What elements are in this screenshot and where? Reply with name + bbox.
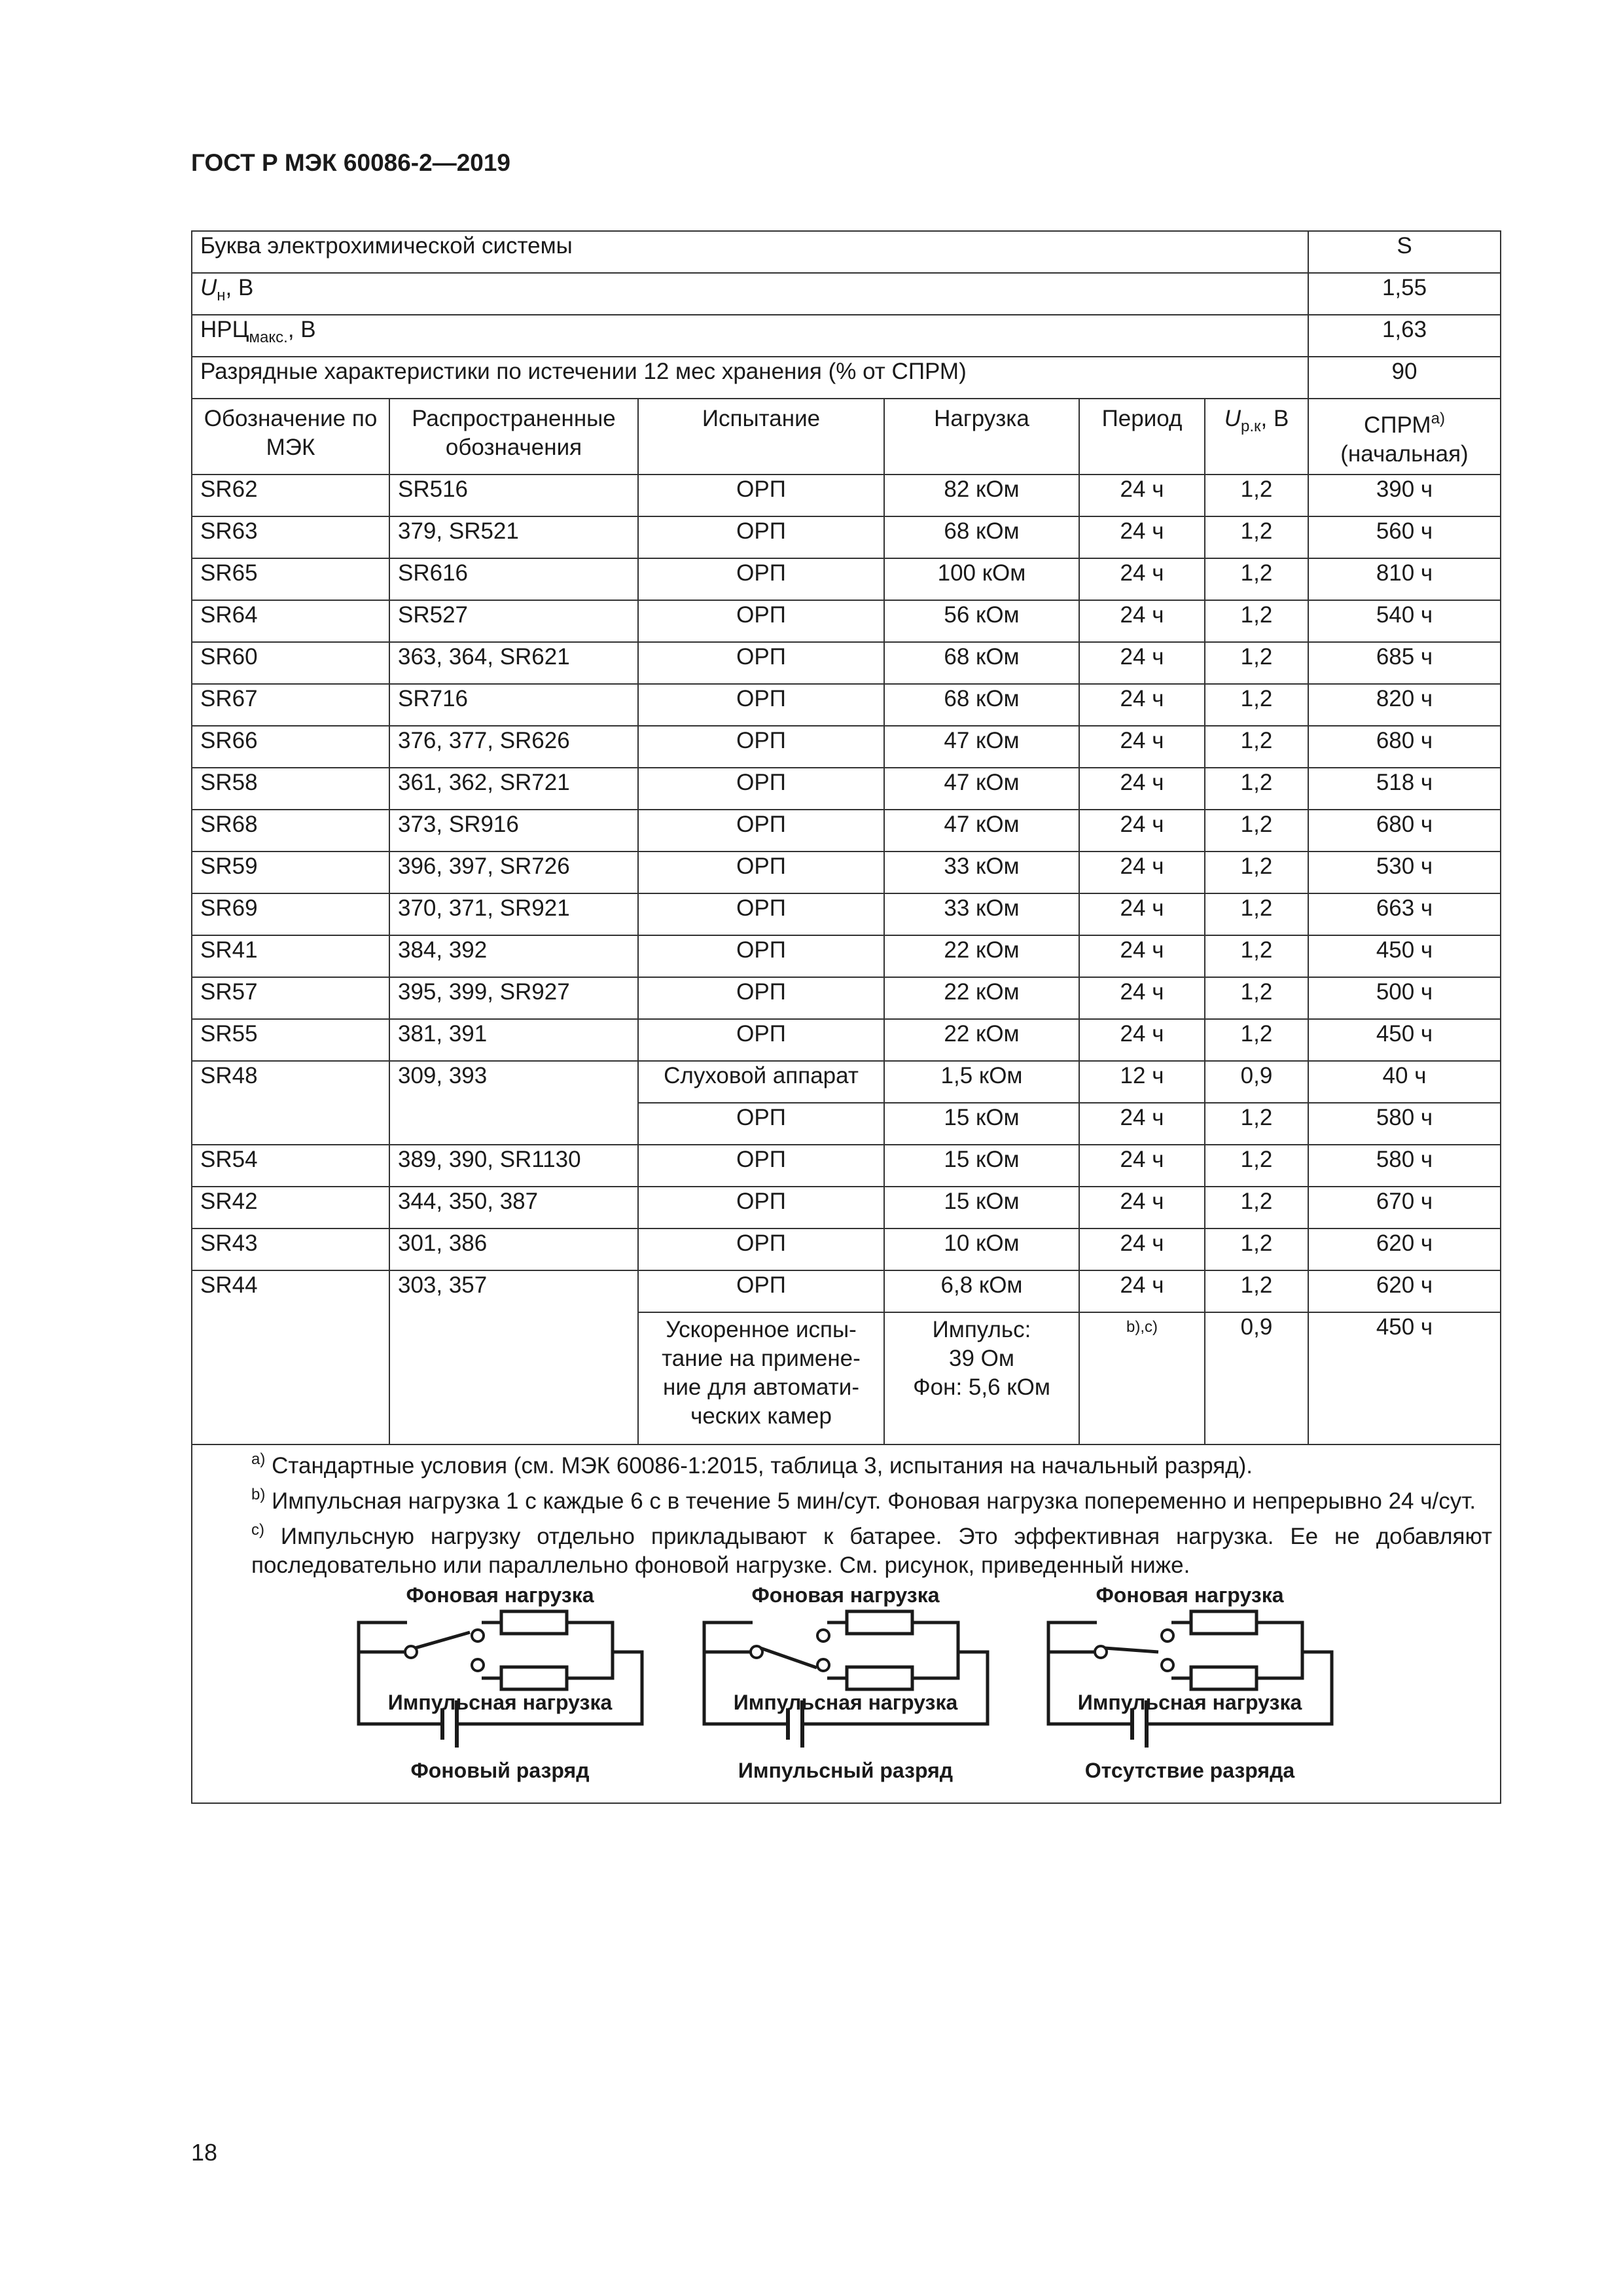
cell-msd: 820 ч xyxy=(1308,684,1501,726)
cell-load: 15 кОм xyxy=(884,1103,1079,1145)
cell-iec: SR42 xyxy=(192,1187,389,1229)
cell-common: 376, 377, SR626 xyxy=(389,726,638,768)
notes-row xyxy=(192,1444,1501,1803)
table-row xyxy=(192,726,1501,768)
notes-cell xyxy=(192,1444,1501,1803)
header-period: Период xyxy=(1079,399,1205,475)
cell-period: 24 ч xyxy=(1079,1187,1205,1229)
max-ocv-row xyxy=(192,315,1501,357)
cell-msd: 450 ч xyxy=(1308,1019,1501,1061)
cell-msd: 500 ч xyxy=(1308,977,1501,1019)
cell-load: 10 кОм xyxy=(884,1229,1079,1270)
cell-load: 47 кОм xyxy=(884,726,1079,768)
cell-iec: SR62 xyxy=(192,475,389,516)
cell-msd: 663 ч xyxy=(1308,893,1501,935)
table-row xyxy=(192,977,1501,1019)
resistor-icon xyxy=(1191,1667,1257,1689)
cell-test: ОРП xyxy=(638,600,884,642)
cell-period: 24 ч xyxy=(1079,726,1205,768)
nominal-voltage-value: 1,55 xyxy=(1308,273,1501,315)
table-row xyxy=(192,893,1501,935)
cell-load: 22 кОм xyxy=(884,1019,1079,1061)
cell-msd: 620 ч xyxy=(1308,1229,1501,1270)
switch-blade-icon xyxy=(1105,1648,1158,1652)
cell-common: 396, 397, SR726 xyxy=(389,852,638,893)
cell-msd: 580 ч xyxy=(1308,1145,1501,1187)
cell-common: 301, 386 xyxy=(389,1229,638,1270)
cell-msd: 540 ч xyxy=(1308,600,1501,642)
cell-cutoff: 1,2 xyxy=(1205,852,1308,893)
cell-load: 68 кОм xyxy=(884,684,1079,726)
cell-common: SR616 xyxy=(389,558,638,600)
cell-period: 24 ч xyxy=(1079,1229,1205,1270)
cell-cutoff: 1,2 xyxy=(1205,684,1308,726)
resistor-icon xyxy=(1191,1611,1257,1634)
diagram-label-top: Фоновая нагрузка xyxy=(751,1583,940,1607)
cell-load: 1,5 кОм xyxy=(884,1061,1079,1103)
cell-period: 24 ч xyxy=(1079,852,1205,893)
header-msd: СПРМ$^{a)}$ (начальная) xyxy=(1308,399,1501,475)
cell-iec: SR68 xyxy=(192,810,389,852)
cell-test: ОРП xyxy=(638,558,884,600)
cell-common: 363, 364, SR621 xyxy=(389,642,638,684)
diagram-label-middle: Импульсная нагрузка xyxy=(1077,1691,1302,1714)
table-row xyxy=(192,600,1501,642)
cell-common: 381, 391 xyxy=(389,1019,638,1061)
table-row xyxy=(192,1061,1501,1103)
test-line: ческих камер xyxy=(690,1403,832,1429)
cell-msd: 390 ч xyxy=(1308,475,1501,516)
cell-iec: SR64 xyxy=(192,600,389,642)
diagram-label-bottom: Отсутствие разряда xyxy=(1084,1759,1295,1782)
cell-test: ОРП xyxy=(638,642,884,684)
cell-common: SR516 xyxy=(389,475,638,516)
cell-test: ОРП xyxy=(638,852,884,893)
cell-period: 24 ч xyxy=(1079,684,1205,726)
nominal-voltage-label: $U_н$, В xyxy=(192,273,1308,315)
cell-msd: 810 ч xyxy=(1308,558,1501,600)
cell-test: ОРП xyxy=(638,935,884,977)
diagram-label-bottom: Фоновый разряд xyxy=(410,1759,590,1782)
system-letter-row xyxy=(192,231,1501,273)
switch-contact-icon xyxy=(472,1659,484,1671)
cell-test: ОРП xyxy=(638,1103,884,1145)
cell-cutoff: 0,9 xyxy=(1205,1312,1308,1444)
cell-iec: SR66 xyxy=(192,726,389,768)
cell-cutoff: 1,2 xyxy=(1205,475,1308,516)
cell-common: 384, 392 xyxy=(389,935,638,977)
cell-common: 361, 362, SR721 xyxy=(389,768,638,810)
max-ocv-label: $НРЦ_{макс.}$, В xyxy=(192,315,1308,357)
table-row xyxy=(192,810,1501,852)
cell-common: SR527 xyxy=(389,600,638,642)
diagram-label-bottom: Импульсный разряд xyxy=(738,1759,954,1782)
switch-blade-icon xyxy=(415,1632,470,1648)
cell-test: ОРП xyxy=(638,1187,884,1229)
cell-common: 303, 357 xyxy=(389,1270,638,1444)
wire xyxy=(912,1623,958,1678)
cell-test xyxy=(638,1312,884,1444)
cell-test: ОРП xyxy=(638,475,884,516)
cell-load: 22 кОм xyxy=(884,935,1079,977)
battery-spec-table xyxy=(191,230,1501,1804)
cell-period: 24 ч xyxy=(1079,1145,1205,1187)
resistor-icon xyxy=(847,1611,912,1634)
table-row xyxy=(192,1229,1501,1270)
cell-msd: 530 ч xyxy=(1308,852,1501,893)
storage-label: Разрядные характеристики по истечении 12 мес хранения (% от СПРМ) xyxy=(192,357,1308,399)
cell-common: SR716 xyxy=(389,684,638,726)
wire xyxy=(567,1623,613,1678)
load-line: Фон: 5,6 кОм xyxy=(913,1374,1050,1400)
cell-msd: 620 ч xyxy=(1308,1270,1501,1312)
cell-common: 373, SR916 xyxy=(389,810,638,852)
cell-load: 68 кОм xyxy=(884,516,1079,558)
cell-iec: SR54 xyxy=(192,1145,389,1187)
cell-cutoff: 1,2 xyxy=(1205,893,1308,935)
switch-contact-icon xyxy=(472,1630,484,1641)
table-row xyxy=(192,475,1501,516)
switch-contact-icon xyxy=(1162,1659,1173,1671)
diagram-label-middle: Импульсная нагрузка xyxy=(733,1691,958,1714)
nominal-voltage-row xyxy=(192,273,1501,315)
header-load: Нагрузка xyxy=(884,399,1079,475)
cell-iec: SR48 xyxy=(192,1061,389,1145)
test-line: ние для автомати- xyxy=(663,1374,859,1400)
table-row xyxy=(192,935,1501,977)
cell-test: ОРП xyxy=(638,810,884,852)
cell-iec: SR44 xyxy=(192,1270,389,1444)
diagram-label-middle: Импульсная нагрузка xyxy=(387,1691,613,1714)
switch-contact-icon xyxy=(817,1630,829,1641)
cell-iec: SR60 xyxy=(192,642,389,684)
note-a: $^{a)}$ Стандартные условия (см. МЭК 60086-1:2015, таблица 3, испытания на начальный разряд). xyxy=(251,1450,1253,1479)
cell-period xyxy=(1079,1312,1205,1444)
cell-test: ОРП xyxy=(638,1270,884,1312)
table-row xyxy=(192,1019,1501,1061)
header-common: Распространенные обозначения xyxy=(389,399,638,475)
max-ocv-value: 1,63 xyxy=(1308,315,1501,357)
header-row xyxy=(192,399,1501,475)
cell-cutoff: 0,9 xyxy=(1205,1061,1308,1103)
cell-test: Слуховой аппарат xyxy=(638,1061,884,1103)
cell-iec: SR59 xyxy=(192,852,389,893)
cell-cutoff: 1,2 xyxy=(1205,810,1308,852)
table-row xyxy=(192,1187,1501,1229)
diagram-label-top: Фоновая нагрузка xyxy=(406,1583,594,1607)
cell-common: 395, 399, SR927 xyxy=(389,977,638,1019)
cell-iec: SR65 xyxy=(192,558,389,600)
table-row xyxy=(192,642,1501,684)
cell-iec: SR67 xyxy=(192,684,389,726)
cell-msd: 450 ч xyxy=(1308,1312,1501,1444)
cell-msd: 560 ч xyxy=(1308,516,1501,558)
cell-period: 24 ч xyxy=(1079,516,1205,558)
cell-test: ОРП xyxy=(638,1019,884,1061)
note-c: $^{c)}$ Импульсную нагрузку отдельно прикладывают к батарее. Это эффективная нагрузка. Ее не добавляют последовательно или параллельно фоновой нагрузке. См. рисунок, приведенный ниже. xyxy=(251,1521,1492,1578)
cell-load: 100 кОм xyxy=(884,558,1079,600)
cell-period: 24 ч xyxy=(1079,475,1205,516)
cell-test: ОРП xyxy=(638,684,884,726)
cell-common: 389, 390, SR1130 xyxy=(389,1145,638,1187)
cell-test: ОРП xyxy=(638,1229,884,1270)
load-line: 39 Ом xyxy=(949,1346,1014,1371)
switch-blade-icon xyxy=(760,1648,817,1668)
switch-contact-icon xyxy=(1162,1630,1173,1641)
storage-row xyxy=(192,357,1501,399)
cell-period: 24 ч xyxy=(1079,768,1205,810)
cell-msd: 680 ч xyxy=(1308,726,1501,768)
test-line: тание на примене- xyxy=(662,1346,861,1371)
table-row xyxy=(192,516,1501,558)
table-row xyxy=(192,852,1501,893)
resistor-icon xyxy=(501,1611,567,1634)
system-letter-value: S xyxy=(1308,231,1501,273)
resistor-icon xyxy=(501,1667,567,1689)
circuit-diagrams xyxy=(200,1580,1492,1803)
cell-test: ОРП xyxy=(638,977,884,1019)
cell-common: 309, 393 xyxy=(389,1061,638,1145)
diagram-label-top: Фоновая нагрузка xyxy=(1096,1583,1284,1607)
cell-load: 56 кОм xyxy=(884,600,1079,642)
cell-cutoff: 1,2 xyxy=(1205,1019,1308,1061)
cell-iec: SR63 xyxy=(192,516,389,558)
cell-cutoff: 1,2 xyxy=(1205,558,1308,600)
cell-test: ОРП xyxy=(638,893,884,935)
cell-msd: 450 ч xyxy=(1308,935,1501,977)
cell-common: 344, 350, 387 xyxy=(389,1187,638,1229)
cell-load xyxy=(884,1312,1079,1444)
cell-cutoff: 1,2 xyxy=(1205,726,1308,768)
storage-value: 90 xyxy=(1308,357,1501,399)
system-letter-label: Буква электрохимической системы xyxy=(192,231,1308,273)
cell-load: 6,8 кОм xyxy=(884,1270,1079,1312)
header-iec: Обозначение по МЭК xyxy=(192,399,389,475)
cell-test: ОРП xyxy=(638,1145,884,1187)
cell-period: 24 ч xyxy=(1079,1103,1205,1145)
table-row xyxy=(192,1270,1501,1312)
cell-msd: 680 ч xyxy=(1308,810,1501,852)
cell-test: ОРП xyxy=(638,768,884,810)
header-test: Испытание xyxy=(638,399,884,475)
cell-msd: 40 ч xyxy=(1308,1061,1501,1103)
cell-period: 24 ч xyxy=(1079,558,1205,600)
cell-msd: 580 ч xyxy=(1308,1103,1501,1145)
period-footnote-ref: b),c) xyxy=(1126,1318,1158,1336)
cell-period: 24 ч xyxy=(1079,1019,1205,1061)
resistor-icon xyxy=(847,1667,912,1689)
cell-iec: SR41 xyxy=(192,935,389,977)
cell-load: 33 кОм xyxy=(884,893,1079,935)
load-line: Импульс: xyxy=(932,1317,1031,1342)
cell-load: 47 кОм xyxy=(884,768,1079,810)
cell-period: 12 ч xyxy=(1079,1061,1205,1103)
cell-cutoff: 1,2 xyxy=(1205,977,1308,1019)
note-b: $^{b)}$ Импульсная нагрузка 1 с каждые 6 с в течение 5 мин/сут. Фоновая нагрузка попеременно и непрерывно 24 ч/сут. xyxy=(251,1486,1476,1514)
test-line: Ускоренное испы- xyxy=(666,1317,857,1342)
cell-load: 22 кОм xyxy=(884,977,1079,1019)
cell-common: 379, SR521 xyxy=(389,516,638,558)
cell-period: 24 ч xyxy=(1079,642,1205,684)
cell-msd: 685 ч xyxy=(1308,642,1501,684)
table-row xyxy=(192,684,1501,726)
cell-cutoff: 1,2 xyxy=(1205,768,1308,810)
cell-common: 370, 371, SR921 xyxy=(389,893,638,935)
cell-period: 24 ч xyxy=(1079,893,1205,935)
cell-iec: SR58 xyxy=(192,768,389,810)
cell-load: 15 кОм xyxy=(884,1145,1079,1187)
page-number: 18 xyxy=(191,2139,218,2166)
cell-msd: 670 ч xyxy=(1308,1187,1501,1229)
cell-load: 82 кОм xyxy=(884,475,1079,516)
cell-period: 24 ч xyxy=(1079,810,1205,852)
cell-msd: 518 ч xyxy=(1308,768,1501,810)
document-title: ГОСТ Р МЭК 60086-2—2019 xyxy=(191,149,511,176)
header-cutoff: $U_{р.к}$, В xyxy=(1205,399,1308,475)
cell-period: 24 ч xyxy=(1079,1270,1205,1312)
cell-cutoff: 1,2 xyxy=(1205,1145,1308,1187)
cell-cutoff: 1,2 xyxy=(1205,516,1308,558)
cell-iec: SR69 xyxy=(192,893,389,935)
cell-cutoff: 1,2 xyxy=(1205,1229,1308,1270)
switch-contact-icon xyxy=(817,1659,829,1671)
table-row xyxy=(192,1145,1501,1187)
cell-load: 47 кОм xyxy=(884,810,1079,852)
cell-period: 24 ч xyxy=(1079,935,1205,977)
cell-iec: SR55 xyxy=(192,1019,389,1061)
table-row xyxy=(192,768,1501,810)
cell-test: ОРП xyxy=(638,516,884,558)
wire xyxy=(1257,1623,1302,1678)
cell-period: 24 ч xyxy=(1079,600,1205,642)
cell-period: 24 ч xyxy=(1079,977,1205,1019)
cell-load: 15 кОм xyxy=(884,1187,1079,1229)
cell-cutoff: 1,2 xyxy=(1205,1270,1308,1312)
cell-cutoff: 1,2 xyxy=(1205,935,1308,977)
cell-cutoff: 1,2 xyxy=(1205,1187,1308,1229)
cell-test: ОРП xyxy=(638,726,884,768)
cell-iec: SR57 xyxy=(192,977,389,1019)
cell-load: 33 кОм xyxy=(884,852,1079,893)
cell-load: 68 кОм xyxy=(884,642,1079,684)
cell-cutoff: 1,2 xyxy=(1205,1103,1308,1145)
cell-cutoff: 1,2 xyxy=(1205,642,1308,684)
table-row xyxy=(192,558,1501,600)
cell-cutoff: 1,2 xyxy=(1205,600,1308,642)
cell-iec: SR43 xyxy=(192,1229,389,1270)
